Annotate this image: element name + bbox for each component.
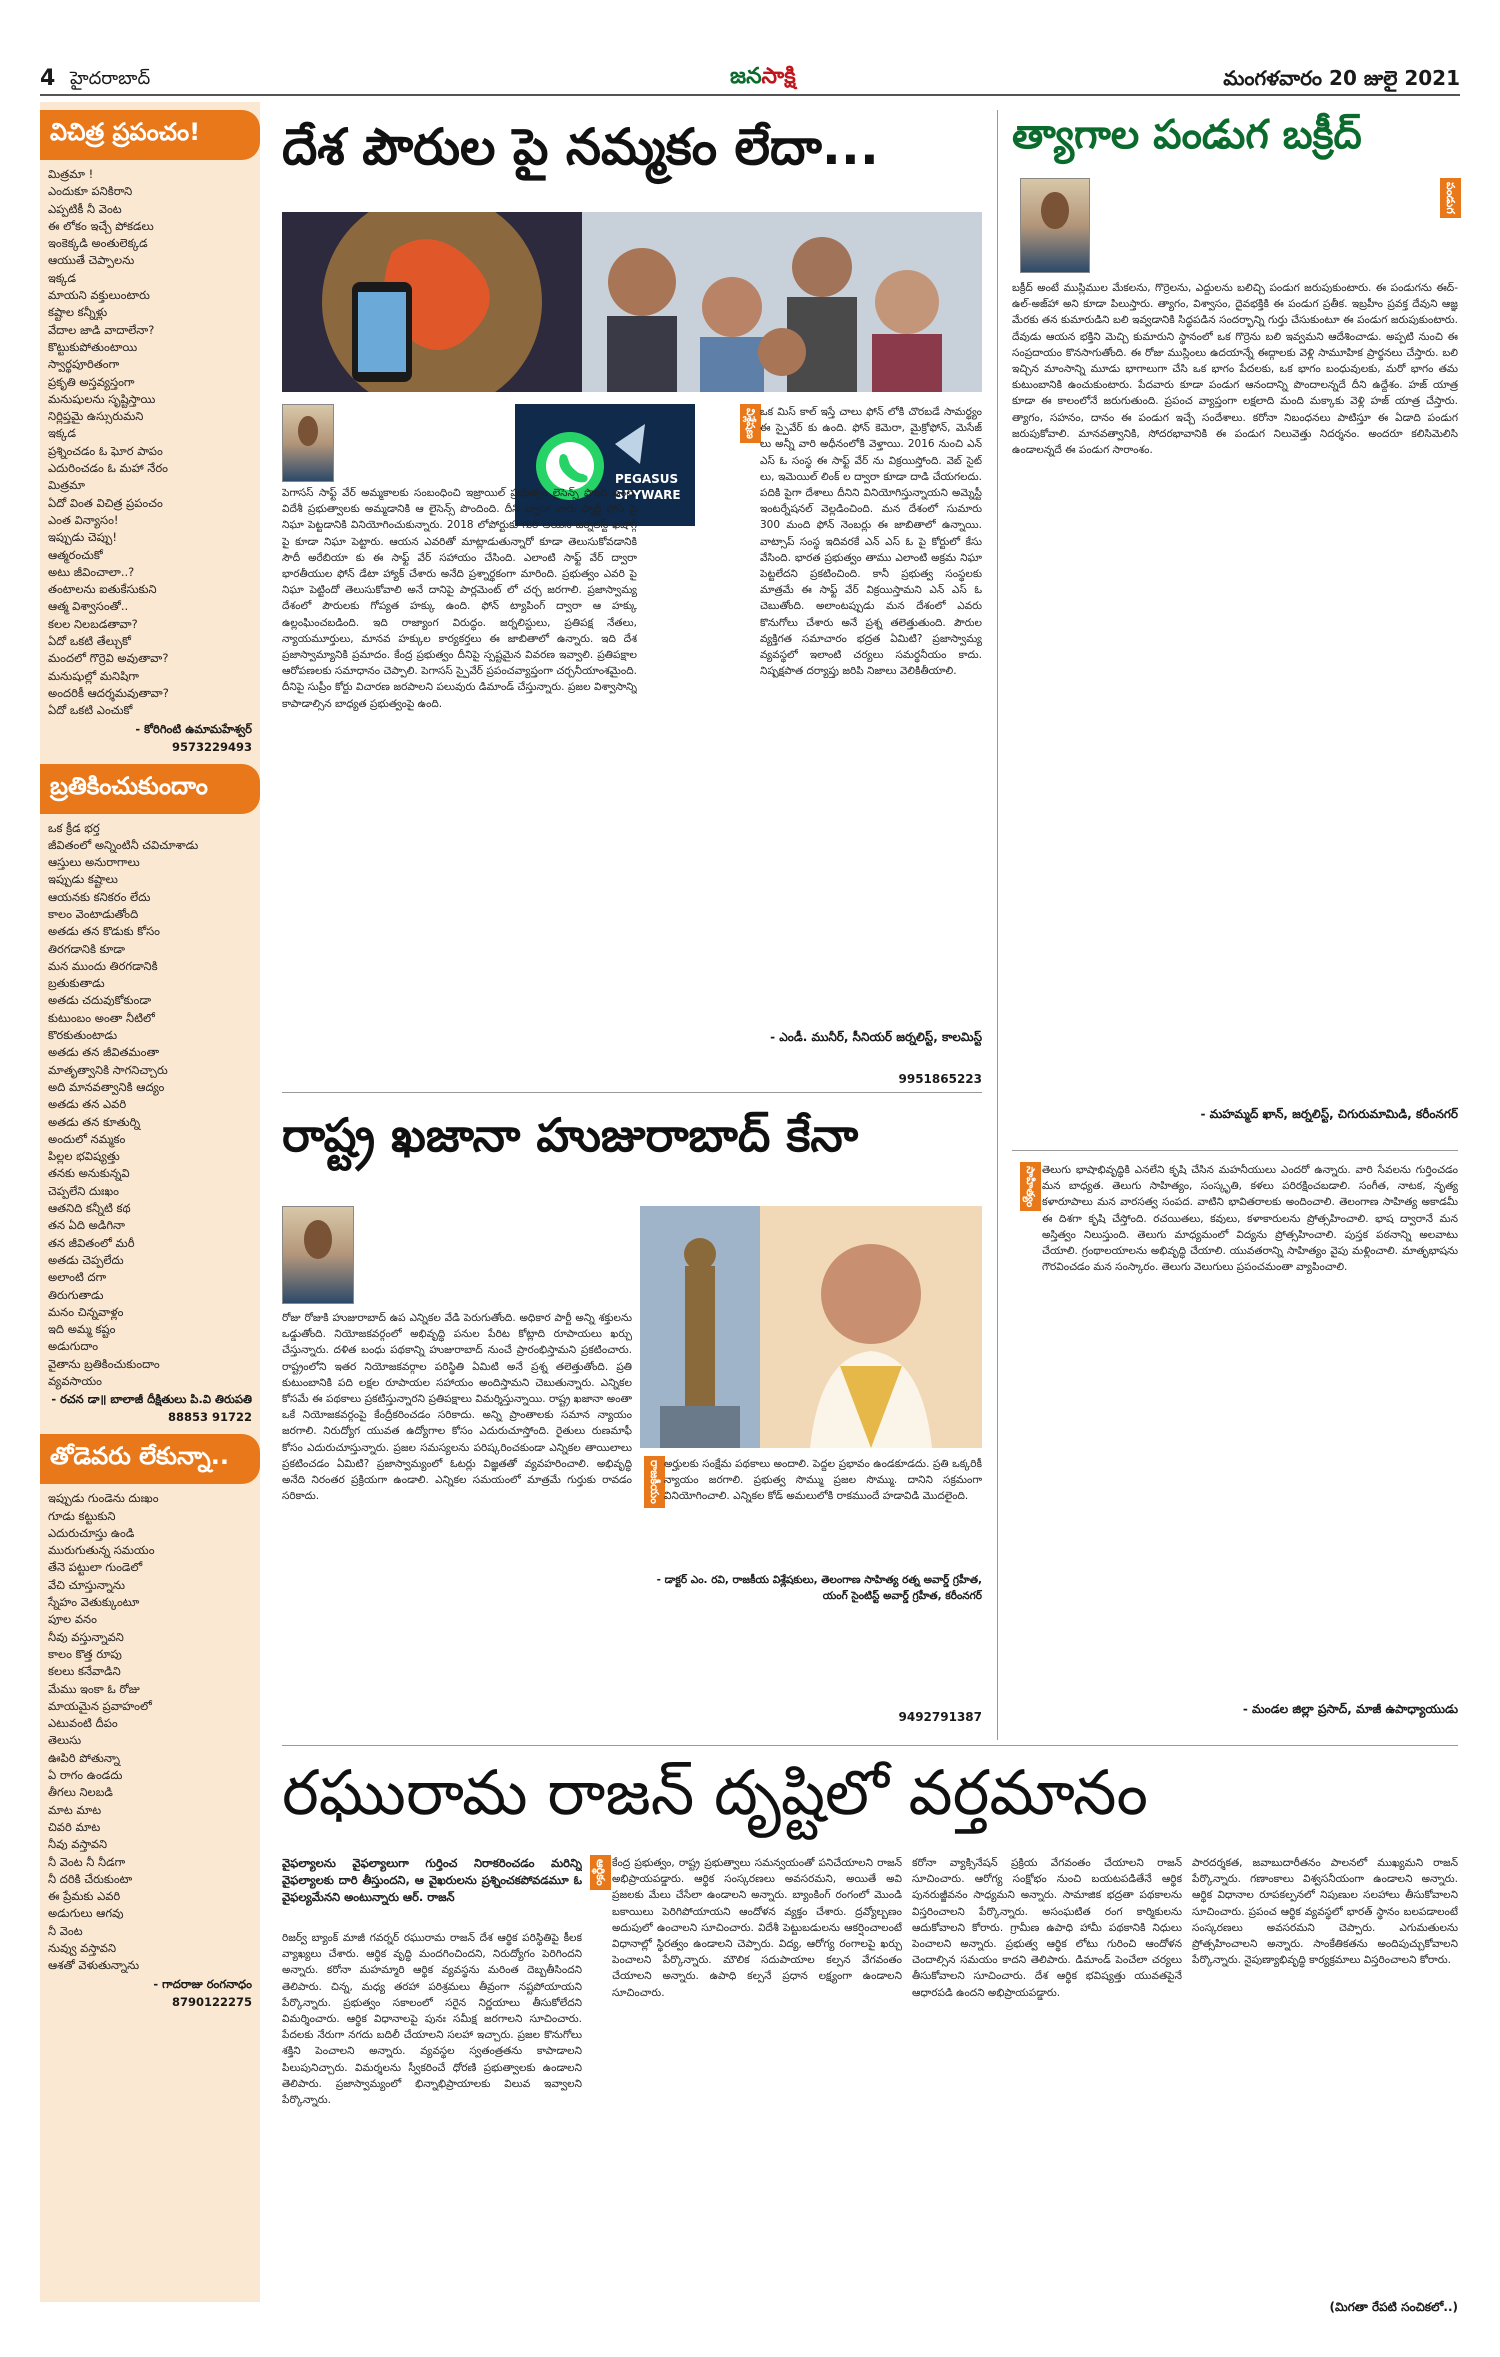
poem-line: ఎప్పటికీ నీ వెంట: [48, 201, 122, 216]
spyware-label: SPYWARE: [615, 488, 681, 502]
poem-line: తీగలు నిలబడి: [48, 1785, 113, 1800]
poem-line: మనం చిన్నవాళ్లం: [48, 1304, 124, 1319]
poem-line: అడుగుదాం: [48, 1339, 99, 1354]
poem-line: అటు జీవించాలా..?: [48, 564, 135, 579]
poem-line: తన ఏది అడిగినా: [48, 1218, 125, 1233]
poem-line: స్వార్థపూరితంగా: [48, 357, 120, 372]
poem-line: ఆయనకు కనికరం లేదు: [48, 889, 151, 904]
poem-line: ఈ ప్రేమకు ఎవరి: [48, 1889, 121, 1904]
poem-line: ఈ లోకం ఇచ్చే పోకడలు: [48, 218, 154, 233]
poem-line: కాలం వెంటాడుతోంది: [48, 906, 139, 921]
poem-line: ఇక్కడ: [48, 270, 76, 285]
poem-line: ప్రశ్నించడం ఓ ఘోర పాపం: [48, 443, 163, 458]
poem-line: బ్రతుకుతాడు: [48, 976, 105, 991]
logo-main: జన: [730, 64, 762, 89]
main-article-body-1: పెగాసస్ సాఫ్ట్ వేర్ అమ్మకాలకు సంబంధించి ఇజ్రాయిల్ ప్రభుత్వం లైసెన్స్ పొంది ఉంది. విదేశీ ప్రభుత్వాలకు అమ్మడానికి ఆ లైసెన్స్ పొందింది. దీని ద్వారా వారు స్మార్ట్ ఫోన్ పై నిఘా పెట్టడానికి వినియోగించుకున్నారు. 2018 లోపోర్టుకు గురి అయిన జర్నలిస్ట్ ఖషోగ్గీ పై కూడా నిఘా పెట్టారు. ఆయన ఎవరితో మాట్లాడుతున్నారో కూడా తెలుసుకోవడానికి సౌదీ అరేబియా కు ఈ సాఫ్ట్ వేర్ సహాయం చేసింది. ఎలాంటి సాఫ్ట్ వేర్ ద్వారా భారతీయుల ఫోన్ డేటా హ్యాక్ చేశారు అనేది ప్రశ్నార్థకంగా మారింది. ప్రభుత్వం ఎవరి పై నిఘా పెట్టిందో తెలుసుకోవాలి అనే దానిపై పార్లమెంట్ లో చర్చ జరగాలి. ప్రజాస్వామ్య దేశంలో పౌరులకు గోప్యత హక్కు ఉంది. ఫోన్ ట్యాపింగ్ ద్వారా ఆ హక్కు ఉల్లంఘించబడింది. ఇది రాజ్యాంగ విరుద్ధం. జర్నలిస్టులు, ప్రతిపక్ష నేతలు, న్యాయమూర్తులు, మానవ హక్కుల కార్యకర్తలు ఈ జాబితాలో ఉన్నారు. ఇది దేశ ప్రజాస్వామ్యానికి ప్రమాదం. కేంద్ర ప్రభుత్వం దీనిపై స్పష్టమైన వివరణ ఇవ్వాలి. ప్రతిపక్షాల ఆరోపణలకు సమాధానం చెప్పాలి. పెగాసస్ స్పైవేర్ ప్రపంచవ్యాప్తంగా చర్చనీయాంశమైంది. దీనిపై సుప్రీం కోర్టు విచారణ జరపాలని పలువురు డిమాండ్ చేస్తున్నారు. ప్రజల విశ్వాసాన్ని కాపాడాల్సిన బాధ్యత ప్రభుత్వంపై ఉంది.: [282, 487, 637, 710]
eid-article-signature: - మహమ్మద్ ఖాన్, జర్నలిస్ట్, చిగురుమామిడి, కరీంనగర్: [1200, 1107, 1458, 1121]
page-number: 4: [40, 66, 56, 91]
raghurama-headline: రఘురామ రాజన్ దృష్టిలో వర్తమానం: [282, 1756, 1148, 1829]
poem-line: కలలు కనేవాడిని: [48, 1664, 121, 1679]
poem-line: వైతాను బ్రతికించుకుందాం: [48, 1356, 160, 1371]
poem-line: ఆశతో వెళుతున్నాను: [48, 1958, 140, 1973]
poem-line: అతడు చదువుకోకుండా: [48, 993, 152, 1008]
poem-line: ఆత్మరంచుకో: [48, 547, 103, 562]
eid-article-body: బక్రీద్ అంటే ముస్లిముల మేకలను, గొర్రెలను, ఎద్దులను బలిచ్చి పండుగ జరుపుకుంటారు. ఈ పండుగను ఈద్-ఉల్-అజ్‌హా అని కూడా పిలుస్తారు. త్యాగం, విశ్వాసం, దైవభక్తికి ఈ పండుగ ప్రతీక. ఇబ్రహీం ప్రవక్త దేవుని ఆజ్ఞ మేరకు తన కుమారుడిని బలి ఇవ్వడానికి సిద్ధపడిన సందర్భాన్ని గుర్తు చేసుకుంటూ ఈ పండుగ జరుపుకుంటారు. దేవుడు ఆయన భక్తిని మెచ్చి కుమారుని స్థానంలో ఒక గొర్రెను బలి ఇవ్వమని ఆదేశించాడు. అప్పటి నుంచి ఈ సంప్రదాయం కొనసాగుతోంది. ఈ రోజు ముస్లింలు ఉదయాన్నే ఈద్గాలకు వెళ్లి సామూహిక ప్రార్థనలు చేస్తారు. బలి ఇచ్చిన మాంసాన్ని మూడు భాగాలుగా చేసి ఒక భాగం పేదలకు, ఒక భాగం బంధువులకు, మరో భాగం తమ కుటుంబానికి ఉంచుకుంటారు. పేదవారు కూడా పండుగ ఆనందాన్ని పొందాలన్నదే దీని ఉద్దేశం. హజ్ యాత్ర కూడా ఈ కాలంలోనే జరుగుతుంది. ప్రపంచ వ్యాప్తంగా లక్షలాది మంది మక్కాకు వెళ్లి హజ్ యాత్ర చేస్తారు. త్యాగం, సహనం, దానం ఈ పండుగ ఇచ్చే సందేశాలు. కరోనా నిబంధనలు పాటిస్తూ ఈ ఏడాది పండుగ జరుపుకోవాలి. మానవత్వానికి, సోదరభావానికి ఈ పండుగ నిలువెత్తు నిదర్శనం. అందరూ కలిసిమెలిసి ఉండాలన్నదే ఈ పండుగ సారాంశం.: [1012, 282, 1458, 457]
poem-line: పిల్లల భవిష్యత్తు: [48, 1149, 120, 1164]
poem-line: ఒక క్రీడ భర్త: [48, 820, 100, 835]
poem-line: నీవు వస్తున్నావని: [48, 1629, 124, 1644]
poem-line: ఏదో ఒకటి తేల్చుకో: [48, 634, 131, 649]
poem-line: అందరికీ ఆదర్శమవుతావా?: [48, 685, 169, 700]
poem-line: మురుగుతున్న సమయం: [48, 1543, 155, 1558]
poem-line: ప్రకృతి అస్తవ్యస్తంగా: [48, 374, 135, 389]
poem-line: ఇప్పుడు కష్టాలు: [48, 872, 118, 887]
raghurama-tag: ఆర్థికం: [590, 1855, 611, 1890]
poem-line: అతడు తన కొడుకు కోసం: [48, 924, 161, 939]
main-article-signature: - ఎండీ. మునీర్, సీనియర్ జర్నలిస్ట్, కాలమిస్ట్: [770, 1030, 982, 1044]
poem-line: మేము ఇంకా ఓ రోజు: [48, 1681, 140, 1696]
poem-line: ఇక్కడ: [48, 426, 76, 441]
poem-line: ఎటువంటి దీపం: [48, 1716, 118, 1731]
statue-and-portrait-illustration: [640, 1206, 982, 1448]
poem-line: ఎందుకూ పనికిరాని: [48, 184, 133, 199]
author-photo-khan: [1020, 178, 1090, 273]
poem-line: వ్యవసాయం: [48, 1374, 102, 1388]
poem-line: మాతృత్వానికి సాగనిచ్చారు: [48, 1062, 168, 1077]
main-article-body-2: ఒక మిస్ కాల్ ఇస్తే చాలు ఫోన్ లోకి చొరబడే సామర్థ్యం ఈ స్పైవేర్ కు ఉంది. ఫోన్ కెమెరా, మైక్రోఫోన్, మెసేజ్ లు అన్నీ వారి అధీనంలోకి వెళ్తాయి. 2016 నుంచి ఎన్ ఎస్ ఓ సంస్థ ఈ సాఫ్ట్ వేర్ ను విక్రయిస్తోంది. వెబ్ సైట్ లు, ఇమెయిల్ లింక్ ల ద్వారా కూడా దాడి చేయగలదు. పదికి పైగా దేశాలు దీనిని వినియోగిస్తున్నాయని అమ్నెస్టీ ఇంటర్నేషనల్ వెల్లడించింది. మన దేశంలో సుమారు 300 మంది ఫోన్ నెంబర్లు ఈ జాబితాలో ఉన్నాయి. వాట్సాప్ సంస్థ ఇదివరకే ఎన్ ఎస్ ఓ పై కోర్టులో కేసు వేసింది. భారత ప్రభుత్వం తాము ఎలాంటి అక్రమ నిఘా పెట్టలేదని ప్రకటించింది. కానీ ప్రభుత్వ సంస్థలకు మాత్రమే ఈ సాఫ్ట్ వేర్ విక్రయిస్తామని ఎన్ ఎస్ ఓ చెబుతోంది. అలాంటప్పుడు మన దేశంలో ఎవరు కొనుగోలు చేశారు అనే ప్రశ్న తలెత్తుతుంది. పౌరుల వ్యక్తిగత సమాచారం భద్రత ఏమిటి? ప్రజాస్వామ్య వ్యవస్థలో ఇలాంటి చర్యలు సమర్థనీయం కాదు. నిష్పక్షపాత దర్యాప్తు జరిపి నిజాలు వెలికితీయాలి.: [760, 406, 982, 678]
poem-line: వేదాల జాడి వాదాలేనా?: [48, 322, 155, 337]
poem-line: వేచి చూస్తున్నాను: [48, 1577, 125, 1592]
raghurama-col-2: కేంద్ర ప్రభుత్వం, రాష్ట్ర ప్రభుత్వాలు సమన్వయంతో పనిచేయాలని రాజన్ అభిప్రాయపడ్డారు. ఆర్థిక సంస్కరణలు అవసరమని, అయితే అవి ప్రజలకు మేలు చేసేలా ఉండాలని అన్నారు. బ్యాంకింగ్ రంగంలో మొండి బకాయిలు పెరిగిపోయాయని ఆందోళన వ్యక్తం చేశారు. ద్రవ్యోల్బణం అదుపులో ఉంచాలని సూచించారు. విదేశీ పెట్టుబడులను ఆకర్షించాలంటే విధానాల్లో స్థిరత్వం ఉండాలని చెప్పారు. విద్య, ఆరోగ్య రంగాలపై ఖర్చు పెంచాలని పేర్కొన్నారు. మౌలిక సదుపాయాల కల్పన వేగవంతం చేయాలని అన్నారు. ఉపాధి కల్పనే ప్రధాన లక్ష్యంగా ఉండాలని సూచించారు.: [612, 1857, 902, 1999]
telugu-article-signature: - మండల జిల్లా ప్రసాద్, మాజీ ఉపాధ్యాయుడు: [1242, 1702, 1458, 1716]
telugu-article-body: తెలుగు భాషాభివృద్ధికి ఎనలేని కృషి చేసిన మహనీయులు ఎందరో ఉన్నారు. వారి సేవలను గుర్తించడం మన బాధ్యత. తెలుగు సాహిత్యం, సంస్కృతి, కళలు పరిరక్షించబడాలి. సంగీత, నాటక, నృత్య కళారూపాలు మన వారసత్వ సంపద. వాటిని భావితరాలకు అందించాలి. తెలంగాణ సాహిత్య అకాడమీ ఈ దిశగా కృషి చేస్తోంది. రచయితలు, కవులు, కళాకారులను ప్రోత్సహించాలి. భాష ద్వారానే మన అస్తిత్వం నిలుస్తుంది. తెలుగు మాధ్యమంలో విద్యను ప్రోత్సహించాలి. పుస్తక పఠనాన్ని అలవాటు చేయాలి. గ్రంథాలయాలను అభివృద్ధి చేయాలి. యువతరాన్ని సాహిత్యం వైపు మళ్లించాలి. మాతృభాషను గౌరవించడం మన సంస్కారం. తెలుగు వెలుగులు ప్రపంచమంతా వ్యాపించాలి.: [1042, 1164, 1458, 1274]
poem-line: ఏదో వింత విచిత్ర ప్రపంచం: [48, 495, 163, 510]
poem-line: మనుషులను సృష్టిస్తాయి: [48, 391, 156, 406]
kcr-photo: [640, 1206, 982, 1448]
poem-line: చెప్పలేని దుఃఖం: [48, 1183, 119, 1198]
author-photo-ravi: [282, 1206, 354, 1304]
huzurabad-article-signature: - డాక్టర్ ఎం. రవి, రాజకీయ విశ్లేషకులు, తెలంగాణ సాహిత్య రత్న అవార్డ్ గ్రహీత, యంగ్ సైంటిస్ట్ అవార్డ్ గ్రహీత, కరీంనగర్: [656, 1574, 982, 1602]
poem-phone: 8790122275: [171, 1994, 252, 2009]
section-divider: [282, 1092, 982, 1093]
huzurabad-article-phone: 9492791387: [898, 1710, 982, 1724]
poem-line: నీ దరికి చేరుకుంటా: [48, 1871, 133, 1886]
logo-accent: సాక్షి: [761, 64, 796, 89]
poem-line: మాయమైన ప్రవాహంలో: [48, 1698, 152, 1713]
poem-line: అందులో నమ్మకం: [48, 1131, 126, 1146]
poem-line: ఏ రాగం ఉండదు: [48, 1768, 123, 1783]
poem-line: ఎదురుచూస్తు ఉండి: [48, 1525, 135, 1540]
poem-line: కష్టాల కన్నీళ్లు: [48, 305, 108, 320]
telugu-tag: సాహిత్యం: [1020, 1162, 1041, 1211]
main-article-tag: విశ్లేషణ: [740, 404, 761, 443]
poem-line: నీ వెంట నీ నీడగా: [48, 1854, 126, 1869]
poem-title: బ్రతికించుకుందాం: [40, 764, 260, 814]
poem-line: తేనె పట్టులా గుండెలో: [48, 1560, 143, 1575]
poem-line: ఎంత విన్యాసం!: [48, 512, 119, 527]
poem-line: ఆయుతే చెప్పాలను: [48, 253, 135, 268]
poem-line: మిత్రమా: [48, 478, 85, 493]
poem-phone: 88853 91722: [167, 1410, 252, 1425]
poem-line: మాయని వక్తులుంటారు: [48, 288, 150, 303]
huzurabad-article-body: రోజు రోజుకి హుజురాబాద్ ఉప ఎన్నికల వేడి పెరుగుతోంది. అధికార పార్టీ అన్ని శక్తులను ఒడ్డుతోంది. నియోజకవర్గంలో అభివృద్ధి పనుల పేరిట కోట్లాది రూపాయలు ఖర్చు చేస్తున్నారు. దళిత బంధు పథకాన్ని హుజురాబాద్ నుంచే ప్రారంభిస్తామని ప్రకటించారు. రాష్ట్రంలోని ఇతర నియోజకవర్గాల పరిస్థితి ఏమిటి అనే ప్రశ్న తలెత్తుతోంది. ప్రతి కుటుంబానికి పది లక్షల రూపాయల సహాయం అందిస్తామని చెబుతున్నారు. ఎన్నికల కోసమే ఈ పథకాలు ప్రకటిస్తున్నారని ప్రతిపక్షాలు విమర్శిస్తున్నాయి. రాష్ట్ర ఖజానా అంతా ఒకే నియోజకవర్గంపై కేంద్రీకరించడం సరికాదు. అన్ని ప్రాంతాలకు సమాన న్యాయం జరగాలి. నిరుద్యోగ యువత ఉద్యోగాల కోసం ఎదురుచూస్తోంది. రైతులు రుణమాఫీ కోసం ఎదురుచూస్తున్నారు. ప్రజల సమస్యలను పరిష్కరించకుండా ఎన్నికల తాయిలాలు ప్రకటించడం ఏమిటి? ప్రజాస్వామ్యంలో ఓటర్లు విజ్ఞతతో వ్యవహరించాలి. అభివృద్ధి అనేది నిరంతర ప్రక్రియగా ఉండాలి. ఎన్నికల సమయంలో మాత్రమే గుర్తుకు రావడం సరికాదు.: [282, 1312, 632, 1503]
poem-line: చివరి మాట: [48, 1819, 101, 1834]
poems-sidebar: [40, 102, 260, 2302]
poem-phone: 9573229493: [171, 739, 252, 754]
poem-title: విచిత్ర ప్రపంచం!: [40, 110, 260, 160]
poem-line: కొట్టుకుపోతుంటాయి: [48, 339, 138, 354]
poem-signature: - గాదరాజు రంగనాధం: [153, 1976, 252, 1991]
poem-line: నిర్లిప్తమై ఉస్సురుమని: [48, 409, 144, 424]
raghurama-continued: (మిగతా రేపటి సంచికలో..): [1329, 2300, 1458, 2314]
poem-line: నువ్వు వస్తావని: [48, 1941, 117, 1956]
huzurabad-headline: రాష్ట్ర ఖజానా హుజురాబాద్ కేనా: [282, 1108, 859, 1162]
poem-line: కుటుంబం అంతా నీటిలో: [48, 1010, 155, 1025]
poem-line: కలల నిలబడతావా?: [48, 616, 138, 631]
poem-line: తిరుగుతాడు: [48, 1287, 104, 1302]
poem-line: ఇది అమ్మ కష్టం: [48, 1322, 116, 1337]
poem-line: తంటాలను ఐతుకేసుకుని: [48, 582, 157, 597]
poem-line: ఊపిరి పోతున్నా: [48, 1750, 121, 1765]
pegasus-collage-photo: [282, 212, 982, 392]
poem-line: నీ వెంట: [48, 1923, 83, 1938]
poem-line: మిత్రమా !: [48, 167, 94, 181]
poem-line: మందలో గొర్రెవి అవుతావా?: [48, 651, 169, 666]
main-article-phone: 9951865223: [898, 1072, 982, 1086]
poem-line: అది మానవత్వానికి ఆద్యం: [48, 1079, 165, 1094]
poem-line: తనకు అనుకున్నవి: [48, 1166, 130, 1181]
poem-line: గూడు కట్టుకుని: [48, 1508, 116, 1523]
page-header: [40, 60, 1460, 96]
poem-line: అతడు చెప్పలేదు: [48, 1252, 124, 1267]
eid-headline: త్యాగాల పండుగ బక్రీద్: [1012, 112, 1362, 158]
masthead-logo: [730, 64, 796, 94]
poem-line: మన ముందు తిరగడానికి: [48, 958, 158, 973]
poem-line: స్నేహం వెతుక్కుంటూ: [48, 1595, 140, 1610]
eid-tag: పండుగ: [1440, 178, 1461, 218]
poem-line: అతడు తన కూతుర్ని: [48, 1114, 141, 1129]
poem-line: నీవు వస్తావని: [48, 1837, 108, 1852]
poem-line: అతడు తన జీవితమంతా: [48, 1045, 160, 1060]
poem-line: ఇప్పుడు చెప్పు!: [48, 530, 117, 545]
pegasus-label: PEGASUS: [615, 472, 679, 486]
poem-line: తెలుసు: [48, 1733, 82, 1748]
column-divider: [997, 110, 998, 1740]
poem-line: తిరగడానికి కూడా: [48, 941, 126, 956]
poem-line: ఏదో ఒకటి ఎంచుకో: [48, 703, 133, 718]
poem-line: మాట మాట: [48, 1802, 102, 1817]
poem-title: తోడెవరు లేకున్నా..: [40, 1434, 260, 1484]
raghurama-col-4: పారదర్శకత, జవాబుదారీతనం పాలనలో ముఖ్యమని రాజన్ పేర్కొన్నారు. గణాంకాలు విశ్వసనీయంగా ఉండాలని అన్నారు. ఆర్థిక విధానాల రూపకల్పనలో నిపుణుల సలహాలు తీసుకోవాలని సూచించారు. ప్రపంచ ఆర్థిక వ్యవస్థలో భారత్ స్థానం బలపడాలంటే సంస్కరణలు అవసరమని చెప్పారు. ఎగుమతులను ప్రోత్సహించాలని అన్నారు. సాంకేతికతను అందిపుచ్చుకోవాలని పేర్కొన్నారు. నైపుణ్యాభివృద్ధి కార్యక్రమాలు విస్తరించాలని కోరారు.: [1192, 1857, 1458, 1967]
collage-illustration: [282, 212, 982, 392]
author-photo-muneer: [282, 404, 334, 482]
poem-signature: - రచన డా॥ బాలాజీ దీక్షితులు పి.వి తిరుపతి: [51, 1392, 252, 1407]
poem-line: కొరకుతుంటాడు: [48, 1028, 118, 1043]
poem-line: ఆత్మ విశ్వాసంతో..: [48, 599, 129, 614]
poem-line: ఆతనిది కన్నీటి కథ: [48, 1201, 131, 1216]
issue-date: మంగళవారం 20 జులై 2021: [1223, 66, 1460, 90]
poem-line: అలాంటి దగా: [48, 1270, 107, 1285]
raghurama-col-1: రిజర్వ్ బ్యాంక్ మాజీ గవర్నర్ రఘురామ రాజన్ దేశ ఆర్థిక పరిస్థితిపై కీలక వ్యాఖ్యలు చేశారు. ఆర్థిక వృద్ధి మందగించిందని, నిరుద్యోగం పెరిగిందని అన్నారు. కరోనా మహమ్మారి ఆర్థిక వ్యవస్థను మరింత దెబ్బతీసిందని తెలిపారు. చిన్న, మధ్య తరహా పరిశ్రమలు తీవ్రంగా నష్టపోయాయని పేర్కొన్నారు. ప్రభుత్వం సకాలంలో సరైన నిర్ణయాలు తీసుకోలేదని విమర్శించారు. ఆర్థిక విధానాలపై పునః సమీక్ష జరగాలని సూచించారు. పేదలకు నేరుగా నగదు బదిలీ చేయాలని సలహా ఇచ్చారు. ప్రజల కొనుగోలు శక్తిని పెంచాలని అన్నారు. వ్యవస్థల స్వతంత్రతను కాపాడాలని పిలుపునిచ్చారు. విమర్శలను స్వీకరించే ధోరణి ప్రభుత్వాలకు ఉండాలని తెలిపారు. ప్రజాస్వామ్యంలో భిన్నాభిప్రాయాలకు విలువ ఇవ్వాలని పేర్కొన్నారు.: [282, 1932, 582, 2107]
poem-line: పూల వనం: [48, 1612, 97, 1627]
poem-line: జీవితంలో అన్నింటినీ చవిచూశాడు: [48, 837, 199, 852]
poem-line: ఎదురించడం ఓ మహా నేరం: [48, 461, 168, 476]
poem-line: అతడు తన ఎవరి: [48, 1097, 127, 1112]
main-headline: దేశ పౌరుల పై నమ్మకం లేదా...: [282, 118, 879, 176]
poem-line: కాలం కొత్త రూపు: [48, 1646, 122, 1661]
edition-city: హైదరాబాద్: [70, 68, 151, 89]
section-divider: [1012, 1150, 1458, 1151]
poem-line: ఆస్తులు అనురాగాలు: [48, 855, 140, 870]
huzurabad-tag: రాజకీయం: [644, 1456, 665, 1508]
section-divider: [282, 1745, 1458, 1746]
raghurama-lede: వైఫల్యాలను వైఫల్యాలుగా గుర్తించ నిరాకరించడం మరిన్ని వైఫల్యాలకు దారి తీస్తుందని, ఆ వైఖరులను ప్రశ్నించకపోవడమూ ఓ వైఫల్యమేనని అంటున్నారు ఆర్. రాజన్: [282, 1856, 582, 1904]
poem-line: ఇంకెక్కడి అంతులెక్కడ: [48, 236, 148, 251]
raghurama-col-3: కరోనా వ్యాక్సినేషన్ ప్రక్రియ వేగవంతం చేయాలని రాజన్ సూచించారు. ఆరోగ్య సంక్షోభం నుంచి బయటపడితేనే ఆర్థిక పునరుజ్జీవనం సాధ్యమని అన్నారు. సామాజిక భద్రతా పథకాలను విస్తరించాలని పేర్కొన్నారు. అసంఘటిత రంగ కార్మికులను ఆదుకోవాలని కోరారు. గ్రామీణ ఉపాధి హామీ పథకానికి నిధులు పెంచాలని అన్నారు. ప్రభుత్వ ఆర్థిక లోటు గురించి ఆందోళన చెందాల్సిన సమయం కాదని తెలిపారు. డిమాండ్ పెంచేలా చర్యలు తీసుకోవాలని సూచించారు. దేశ ఆర్థిక భవిష్యత్తు యువతపైనే ఆధారపడి ఉందని అభిప్రాయపడ్డారు.: [912, 1857, 1182, 1999]
poem-line: మనుషుల్లో మనిషిగా: [48, 668, 139, 683]
poem-line: అడుగులు ఆగవు: [48, 1906, 124, 1921]
huzurabad-article-body-2: అర్హులకు సంక్షేమ పథకాలు అందాలి. పెద్దల ప్రభావం ఉండకూడదు. ప్రతి ఒక్కరికీ న్యాయం జరగాలి. ప్రభుత్వ సొమ్ము ప్రజల సొమ్ము. దానిని సక్రమంగా వినియోగించాలి. ఎన్నికల కోడ్ అమలులోకి రాకముందే హడావిడి మొదలైంది.: [664, 1458, 982, 1503]
poem-signature: - కోరిగింటి ఉమామహేశ్వర్: [135, 721, 252, 736]
poem-line: తన జీవితంలో మరీ: [48, 1235, 135, 1250]
poem-line: ఇప్పుడు గుండెను దుఃఖం: [48, 1491, 159, 1506]
